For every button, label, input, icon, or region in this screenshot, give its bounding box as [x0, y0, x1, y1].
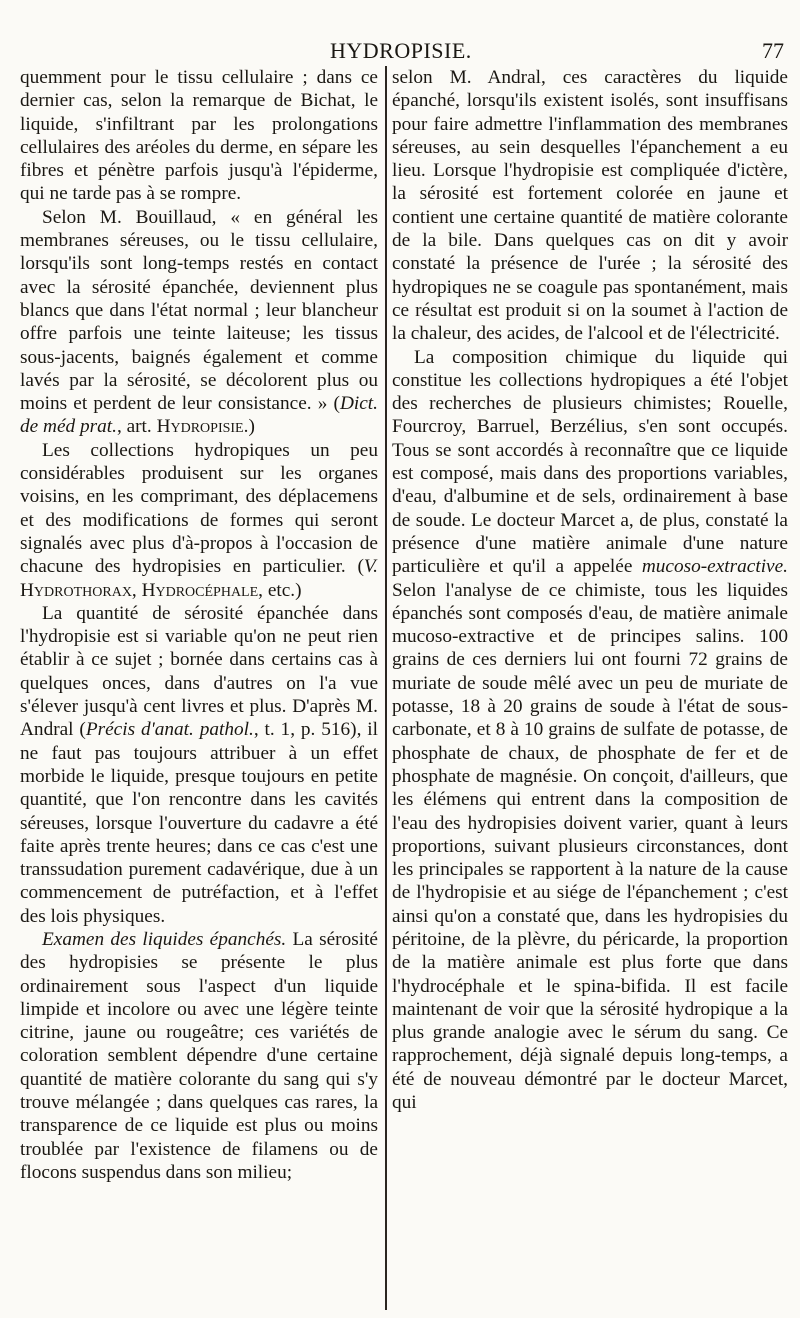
column-divider	[385, 66, 387, 1310]
term: mucoso-extractive.	[641, 556, 788, 578]
text-segment: Les collections hydropiques un peu considérables produisent sur les organes voisins, en les comprimant, des déplacemens et des modifications de formes qui seront signalés avec plus d'à-propos à l'occasion de chacune des hydropisies en particulier. (	[20, 439, 378, 578]
text-segment: Selon M. Bouillaud, « en général les membranes séreuses, ou le tissu cellulaire, lorsqu'ils sont long-temps restés en contact avec la sérosité épanchée, deviennent plus blancs que dans l'état normal ; leur blancheur offre parfois une teinte laiteuse; les tissus sous-jacents, baignés également et comme lavés par la sérosité, se décolorent plus ou moins et perdent de leur consistance. » (	[20, 206, 378, 415]
page-number: 77	[762, 38, 784, 63]
paragraph-composition	[392, 346, 788, 1115]
paragraph-quantite	[20, 602, 378, 928]
paragraph-examen	[20, 928, 378, 1184]
paragraph-collections	[20, 439, 378, 602]
citation: Dict. de méd prat.	[20, 393, 378, 438]
paragraph-continued: quemment pour le tissu cellulaire ; dans ce dernier cas, selon la remarque de Bichat, le liquide, s'infiltrant par les prolongations cellulaires des aréoles du derme, en sépare les fibres et pénètre parfois jusqu'à l'épiderme, qui ne tarde pas à se rompre.	[20, 67, 378, 205]
right-column	[392, 66, 788, 1310]
see-abbrev: V.	[363, 556, 378, 578]
paragraph-continued: selon M. Andral, ces caractères du liquide épanché, lorsqu'ils existent isolés, sont insuffisans pour faire admettre l'inflammation des membranes séreuses, au sein desquelles l'épanchement a eu lieu. Lorsque l'hydropisie est compliquée d'ictère, la sérosité est fortement colorée en jaune et contient une certaine quantité de matière colorante de la bile. Dans quelques cas on dit y avoir constaté la présence de l'urée ; la sérosité des hydropiques ne se coagule pas spontanément, mais ce résultat est produit si on la soumet à l'action de la chaleur, des acides, de l'alcool et de l'électricité.	[392, 67, 788, 345]
cross-reference: Hydrothorax, Hydrocéphale	[20, 579, 259, 601]
text-segment: La quantité de sérosité épanchée dans l'hydropisie est si variable qu'on ne peut rien établir à ce sujet ; bornée dans certains cas à quelques onces, dans d'autres on l'a vue s'élever jusqu'à cent livres et plus. D'après M. Andral (	[20, 602, 378, 741]
text-segment: La composition chimique du liquide qui constitue les collections hydropiques a été l'objet des recherches de plusieurs chimistes; Rouelle, Fourcroy, Barruel, Berzélius, s'en sont occupés. Tous se sont accordés à reconnaître que ce liquide est composé, mais dans des proportions variables, d'eau, d'albumine et de sels, ordinairement à base de soude. Le docteur Marcet a, de plus, constaté la présence d'une matière animale d'une nature particulière et qu'il a appelée	[392, 346, 788, 578]
text-segment: Selon l'analyse de ce chimiste, tous les liquides épanchés sont composés d'eau, de matière animale mucoso-extractive et de principes salins. 100 grains de ces derniers lui ont fourni 72 grains de muriate de soude mêlé avec un peu de muriate de potasse, 18 à 20 grains de soude à l'état de sous-carbonate, et 8 à 10 grains de sulfate de potasse, de phosphate de chaux, de phosphate de fer et de phosphate de magnésie. On conçoit, d'ailleurs, que les élémens qui entrent dans la composition de l'eau des hydropisies doivent varier, quant à leurs proportions, suivant plusieurs circonstances, dont les principales se rapportent à la nature de la cause de l'hydropisie et au siége de l'épanchement ; c'est ainsi qu'on a constaté que, dans les hydropisies du péritoine, de la plèvre, du péricarde, la proportion de la matière animale est plus forte que dans l'hydrocéphale et le spina-bifida. Il est facile maintenant de voir que la sérosité hydropique a la plus grande analogie avec le sérum du sang. Ce rapprochement, déjà signalé depuis long-temps, a été de nouveau démontré par le docteur Marcet, qui	[392, 579, 788, 1114]
running-head	[0, 38, 800, 64]
left-column	[20, 66, 378, 1310]
text-segment: )	[248, 416, 255, 438]
cross-reference: Hydropisie.	[156, 416, 249, 438]
section-heading: Examen des liquides épanchés.	[42, 928, 287, 950]
text-segment: , etc.)	[258, 579, 302, 601]
text-segment: , t. 1, p. 516), il ne faut pas toujours attribuer à un effet morbide le liquide, presque toujours en petite quantité, que l'on rencontre dans les cavités séreuses, lorsque l'ouverture du cadavre a été faite après trente heures; dans ce cas c'est une transsudation purement cadavérique, due à un commencement de putréfaction, et à l'effet des lois physiques.	[20, 719, 378, 927]
text-segment: La sérosité des hydropisies se présente le plus ordinairement sous l'aspect d'un liquide limpide et incolore ou avec une légère teinte citrine, jaune ou rougeâtre; ces variétés de coloration semblent dépendre d'une certaine quantité de matière colorante du sang qui s'y trouve mélangée ; dans quelques cas rares, la transparence de ce liquide est plus ou moins troublée par l'existence de filamens ou de flocons suspendus dans son milieu;	[20, 928, 378, 1183]
citation: Précis d'anat. pathol.	[85, 719, 254, 741]
paragraph-bouillaud	[20, 206, 378, 439]
text-segment: , art.	[116, 416, 157, 438]
running-title: HYDROPISIE.	[330, 38, 472, 63]
